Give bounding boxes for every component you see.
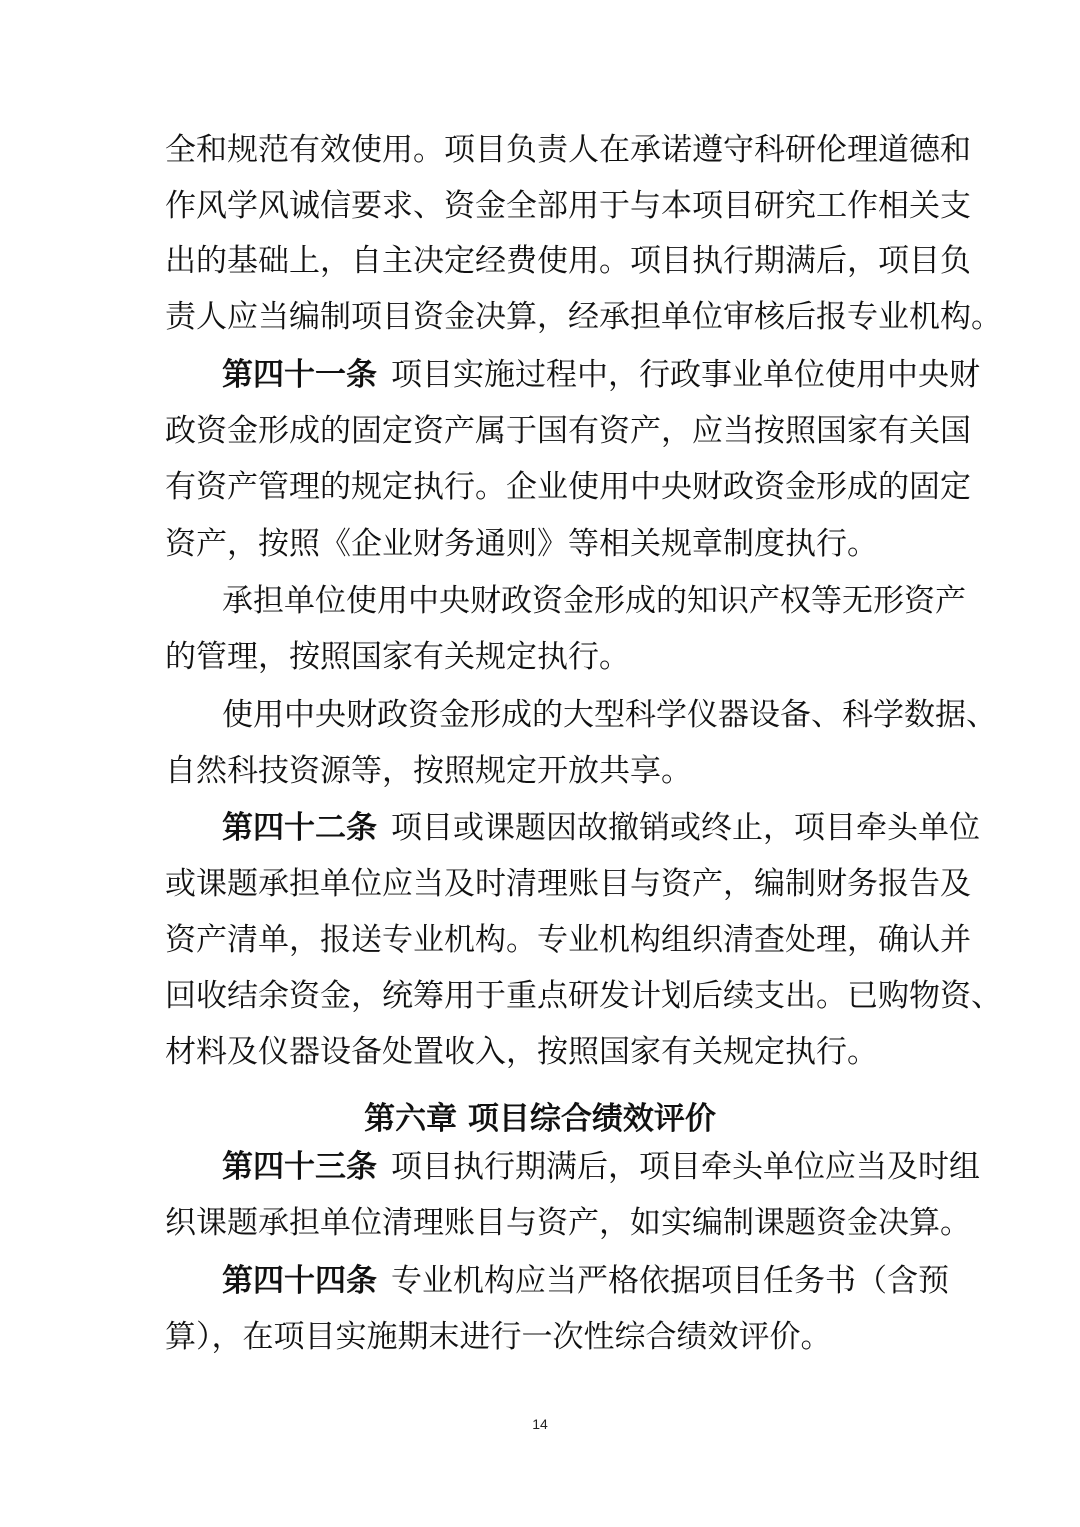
article-41-heading: 第四十一条 xyxy=(222,357,377,393)
body-line: 使用中央财政资金形成的大型科学仪器设备、科学数据、 xyxy=(222,697,997,733)
body-line: 资产，按照《企业财务通则》等相关规章制度执行。 xyxy=(165,526,878,562)
article-44-heading: 第四十四条 xyxy=(222,1263,377,1299)
body-line: 出的基础上，自主决定经费使用。项目执行期满后，项目负 xyxy=(165,243,971,279)
article-43-heading: 第四十三条 xyxy=(222,1149,377,1185)
chapter-title: 第六章 项目综合绩效评价 xyxy=(364,1101,716,1137)
body-line: 或课题承担单位应当及时清理账目与资产，编制财务报告及 xyxy=(165,866,971,902)
page-number: 14 xyxy=(532,1416,548,1432)
article-44-text: 专业机构应当严格依据项目任务书（含预 xyxy=(391,1263,949,1299)
body-line: 政资金形成的固定资产属于国有资产，应当按照国家有关国 xyxy=(165,413,971,449)
article-42-first-line xyxy=(222,808,980,848)
body-line: 有资产管理的规定执行。企业使用中央财政资金形成的固定 xyxy=(165,469,971,505)
article-43-text: 项目执行期满后，项目牵头单位应当及时组 xyxy=(391,1149,980,1185)
body-line: 织课题承担单位清理账目与资产，如实编制课题资金决算。 xyxy=(165,1205,971,1241)
body-line: 责人应当编制项目资金决算，经承担单位审核后报专业机构。 xyxy=(165,299,1002,335)
body-line: 回收结余资金，统筹用于重点研发计划后续支出。已购物资、 xyxy=(165,978,1002,1014)
article-42-text: 项目或课题因故撤销或终止，项目牵头单位 xyxy=(391,810,980,846)
article-41-first-line xyxy=(222,355,980,395)
article-43-first-line xyxy=(222,1147,980,1187)
body-line: 算），在项目实施期末进行一次性综合绩效评价。 xyxy=(165,1319,832,1355)
body-line: 承担单位使用中央财政资金形成的知识产权等无形资产 xyxy=(222,583,966,619)
body-line: 自然科技资源等，按照规定开放共享。 xyxy=(165,753,692,789)
article-42-heading: 第四十二条 xyxy=(222,810,377,846)
body-line: 全和规范有效使用。项目负责人在承诺遵守科研伦理道德和 xyxy=(165,132,971,168)
body-line: 作风学风诚信要求、资金全部用于与本项目研究工作相关支 xyxy=(165,188,971,224)
body-line: 的管理，按照国家有关规定执行。 xyxy=(165,639,630,675)
article-41-text: 项目实施过程中，行政事业单位使用中央财 xyxy=(391,357,980,393)
body-line: 资产清单，报送专业机构。专业机构组织清查处理，确认并 xyxy=(165,922,971,958)
article-44-first-line xyxy=(222,1261,949,1301)
body-line: 材料及仪器设备处置收入，按照国家有关规定执行。 xyxy=(165,1034,878,1070)
